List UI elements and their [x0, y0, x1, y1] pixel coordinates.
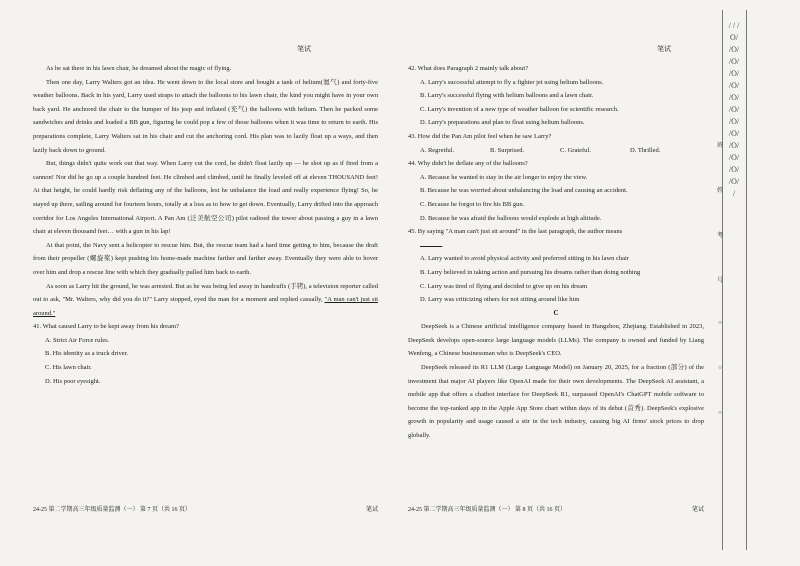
- left-page-header: 笔试: [297, 45, 311, 53]
- section-c-paragraph-1: DeepSeek is a Chinese artificial intelligence company based in Hangzhou, Zhejiang. Established in 2023, DeepSeek develops open-source large language models (LLMs). The company is owned and funded by Liang Wenfeng, a Chinese businessman who is DeepSeek's CEO.: [408, 323, 704, 358]
- margin-line-right: [746, 10, 747, 550]
- question-45-option-a: A. Larry wanted to avoid physical activity and preferred sitting in his lawn chair: [420, 255, 630, 263]
- left-page-footer: [33, 504, 378, 513]
- question-41-option-c: C. His lawn chair.: [45, 364, 92, 372]
- question-44-option-d: D. Because he was afraid the balloons would explode at high altitude.: [420, 214, 602, 222]
- answer-blank: [420, 246, 442, 247]
- question-44-option-a: A. Because he wanted to stay in the air longer to enjoy the view.: [420, 173, 588, 181]
- underlined-quote: "A man can't just sit around.": [33, 296, 378, 317]
- section-c-paragraph-2: DeepSeek released its R1 LLM (Large Language Model) on January 20, 2025, for a fraction (部分) of the investment that major AI players like OpenAI made for their own developments. The DeepSeek AI assistant, a mobile app that offers a chatbot interface for DeepSeek R1, surpassed OpenAI's ChatGPT mobile software to become the top-ranked app in the Apple App Store chart within days of its debut (首秀). DeepSeek's explosive growth in popularity and usage caused a stir in the tech industry, causing big AI firms' stock prices to drop globally.: [408, 364, 704, 440]
- right-page-footer: [408, 504, 704, 513]
- question-45-stem: 45. By saying "A man can't just sit around" in the last paragraph, the author means: [408, 228, 623, 236]
- question-42-option-a: A. Larry's successful attempt to fly a fighter jet using helium balloons.: [420, 78, 604, 86]
- question-45-blank-line: [408, 239, 704, 253]
- question-44-stem: 44. Why didn't he deflate any of the balloons?: [408, 160, 528, 168]
- question-43-option-c: C. Grateful.: [560, 146, 591, 154]
- question-41-option-d: D. His poor eyesight.: [45, 377, 101, 385]
- question-44-option-c: C. Because he forgot to fire his BB gun.: [420, 200, 525, 208]
- question-43-option-a: A. Regretful.: [420, 146, 455, 154]
- binding-margin: [712, 0, 800, 566]
- right-page: [400, 0, 712, 566]
- right-footer-exam-label: 笔试: [691, 507, 704, 513]
- question-45-blank-end: .: [442, 241, 444, 249]
- left-footer-text: 24-25 第二学期高三年级质量监测（一） 第 7 页（共 16 页）: [33, 507, 191, 513]
- passage-paragraph-3: But, things didn't quite work out that way. When Larry cut the cord, he didn't float lazily up — he shot up as if fired from a cannon! Nor did he go up a couple hundred feet. He climbed and climbed, until he finally leveled off at eleven THOUSAND feet! At that height, he could hardly risk deflating any of the balloons, lest he unbalance the load and really experience flying! So, he stayed up there, sailing around for fourteen hours, totally at a loss as to how to get down. Eventually, Larry drifted into the approach corridor for Los Angeles International Airport. A Pan Am (泛美航空公司) pilot radioed the tower about passing a guy in a lawn chair at eleven thousand feet… with a gun in his lap!: [33, 160, 378, 236]
- question-43-option-b: B. Surprised.: [490, 146, 525, 154]
- left-page-body: [33, 62, 378, 388]
- question-45-option-d: D. Larry was criticizing others for not sitting around like him: [420, 296, 580, 304]
- margin-label-1: 班: [716, 143, 723, 149]
- margin-label-2: 姓: [716, 188, 723, 194]
- passage-paragraph-5: [33, 280, 378, 321]
- margin-label-6: ○: [718, 365, 722, 371]
- question-45-option-b: B. Larry believed in taking action and pursuing his dreams rather than doing nothing: [420, 268, 641, 276]
- section-c-heading: C: [553, 308, 559, 317]
- question-42-option-b: B. Larry's successful flying with helium balloons and a lawn chair.: [420, 92, 594, 100]
- left-footer-exam-label: 笔试: [365, 507, 378, 513]
- question-44-option-b: B. Because he was worried about unbalancing the load and causing an accident.: [420, 187, 628, 195]
- right-page-header: 笔试: [657, 45, 671, 53]
- margin-label-3: 考: [716, 233, 723, 239]
- question-41-stem: 41. What caused Larry to be kept away from his dream?: [33, 323, 179, 331]
- right-footer-text: 24-25 第二学期高三年级质量监测（一） 第 8 页（共 16 页）: [408, 507, 566, 513]
- margin-label-4: 号: [716, 278, 723, 284]
- question-45-option-c: C. Larry was tired of flying and decided to give up on his dream: [420, 282, 588, 290]
- question-43-option-d: D. Thrilled.: [630, 146, 661, 154]
- question-42-option-c: C. Larry's invention of a new type of weather balloon for scientific research.: [420, 105, 619, 113]
- question-43-stem: 43. How did the Pan Am pilot feel when he saw Larry?: [408, 132, 552, 140]
- question-41-option-a: A. Strict Air Force rules.: [45, 336, 110, 344]
- passage-paragraph-2: Then one day, Larry Walters got an idea. He went down to the local store and bought a tank of helium(氦气) and forty-five weather balloons. Back in his yard, Larry used straps to attach the balloons to his lawn chair, the kind you might have in your own back yard. He anchored the chair to the bumper of his jeep and inflated (充气) the balloons with helium. Then he packed some sandwiches and drinks and loaded a BB gun, figuring he could pop a few of those balloons when it was time to return to earth. His preparations complete, Larry Walters sat in his chair and cut the anchoring cord. His plan was to lazily float up a ways, and then lazily back down to ground.: [33, 78, 378, 154]
- cut-line-marks: / / /O/ /O/ /O/ /O/ /O/ /O/ /O/ /O/ /O/ /O/ /O/ /O/ /O/ /: [728, 21, 740, 198]
- question-41-option-b: B. His identity as a truck driver.: [45, 350, 129, 358]
- passage-paragraph-5-text: As soon as Larry hit the ground, he was arrested. But as he was being led away in handcuffs (手铐), a television reporter called out to ask, "Mr. Walters, why did you do it?" Larry stopped, eyed the man for a moment and replied casually,: [33, 282, 378, 304]
- right-page-body: [408, 62, 704, 443]
- question-42-stem: 42. What does Paragraph 2 mainly talk about?: [408, 65, 529, 72]
- question-43-options: [408, 144, 704, 158]
- question-42-option-d: D. Larry's preparations and plan to float using helium balloons.: [420, 119, 585, 127]
- margin-label-5: ○: [718, 320, 722, 326]
- passage-paragraph-4: At that point, the Navy sent a helicopter to rescue him. But, the rescue team had a hard time getting to him, because the draft from their propeller (螺旋桨) kept pushing his home-made machine farther and farther away. Eventually they were able to hover over him and drop a rescue line with which they gradually pulled him back to earth.: [33, 241, 378, 276]
- passage-paragraph-1: As he sat there in his lawn chair, he dreamed about the magic of flying.: [46, 65, 232, 72]
- margin-label-7: ○: [718, 410, 722, 416]
